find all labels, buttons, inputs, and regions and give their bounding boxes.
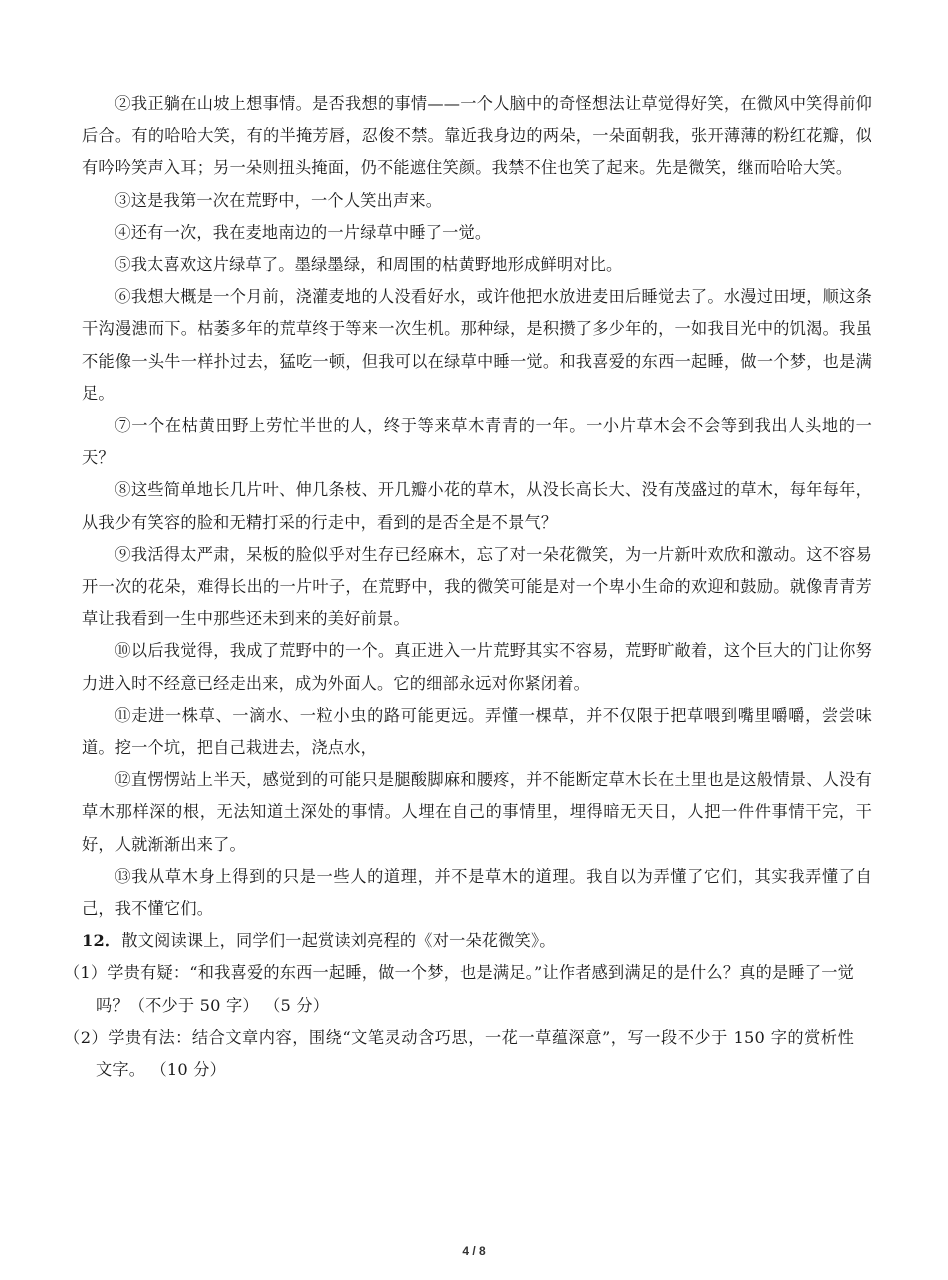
article-body — [64, 88, 872, 1086]
question-12 — [82, 925, 872, 957]
page-number: 4 / 8 — [462, 1244, 486, 1258]
question-text: 散文阅读课上，同学们一起赏读刘亮程的《对一朵花微笑》。 — [121, 931, 556, 951]
paragraph-6: ⑥我想大概是一个月前，浇灌麦地的人没看好水，或许他把水放进麦田后睡觉去了。水漫过田埂，顺这条干沟漫漶而下。枯萎多年的荒草终于等来一次生机。那种绿，是积攒了多少年的，一如我目光中的饥渴。我虽不能像一头牛一样扑过去，猛吃一顿，但我可以在绿草中睡一觉。和我喜爱的东西一起睡，做一个梦，也是满足。 — [82, 287, 872, 403]
paragraph-13: ⑬我从草木身上得到的只是一些人的道理，并不是草木的道理。我自以为弄懂了它们，其实我弄懂了自己，我不懂它们。 — [82, 866, 872, 919]
sub-question-2: （2）学贵有法：结合文章内容，围绕“文笔灵动含巧思，一花一草蕴深意”，写一段不少于 150 字的赏析性文字。 （10 分） — [64, 1027, 854, 1080]
paragraph-2: ②我正躺在山坡上想事情。是否我想的事情——一个人脑中的奇怪想法让草觉得好笑，在微风中笑得前仰后合。有的哈哈大笑，有的半掩芳唇，忍俊不禁。靠近我身边的两朵，一朵面朝我，张开薄薄的粉红花瓣，似有吟吟笑声入耳；另一朵则扭头掩面，仍不能遮住笑颜。我禁不住也笑了起来。先是微笑，继而哈哈大笑。 — [82, 94, 872, 178]
paragraph-8: ⑧这些简单地长几片叶、伸几条枝、开几瓣小花的草木，从没长高长大、没有茂盛过的草木，每年每年，从我少有笑容的脸和无精打采的行走中，看到的是否全是不景气？ — [82, 480, 872, 532]
sub-question-1: （1）学贵有疑：“和我喜爱的东西一起睡，做一个梦，也是满足。”让作者感到满足的是什么？真的是睡了一觉吗？（不少于 50 字） （5 分） — [64, 963, 854, 1015]
paragraph-3: ③这是我第一次在荒野中，一个人笑出声来。 — [114, 190, 443, 210]
question-number: 12． — [82, 931, 122, 951]
paragraph-12: ⑫直愣愣站上半天，感觉到的可能只是腿酸脚麻和腰疼，并不能断定草木长在土里也是这般情景、人没有草木那样深的根，无法知道土深处的事情。人埋在自己的事情里，埋得暗无天日，人把一件件事情干完，干好，人就渐渐出来了。 — [82, 770, 872, 854]
paragraph-11: ⑪走进一株草、一滴水、一粒小虫的路可能更远。弄懂一棵草，并不仅限于把草喂到嘴里嚼嚼，尝尝味道。挖一个坑，把自己栽进去，浇点水， — [82, 705, 872, 758]
paragraph-9: ⑨我活得太严肃，呆板的脸似乎对生存已经麻木，忘了对一朵花微笑，为一片新叶欢欣和激动。这不容易开一次的花朵，难得长出的一片叶子，在荒野中，我的微笑可能是对一个卑小生命的欢迎和鼓励。就像青青芳草让我看到一生中那些还未到来的美好前景。 — [82, 544, 872, 629]
paragraph-10: ⑩以后我觉得，我成了荒野中的一个。真正进入一片荒野其实不容易，荒野旷敞着，这个巨大的门让你努力进入时不经意已经走出来，成为外面人。它的细部永远对你紧闭着。 — [82, 641, 872, 693]
paragraph-5: ⑤我太喜欢这片绿草了。墨绿墨绿，和周围的枯黄野地形成鲜明对比。 — [114, 255, 623, 275]
paragraph-4: ④还有一次，我在麦地南边的一片绿草中睡了一觉。 — [114, 222, 492, 242]
paragraph-7: ⑦一个在枯黄田野上劳忙半世的人，终于等来草木青青的一年。一小片草木会不会等到我出人头地的一天？ — [82, 416, 872, 468]
